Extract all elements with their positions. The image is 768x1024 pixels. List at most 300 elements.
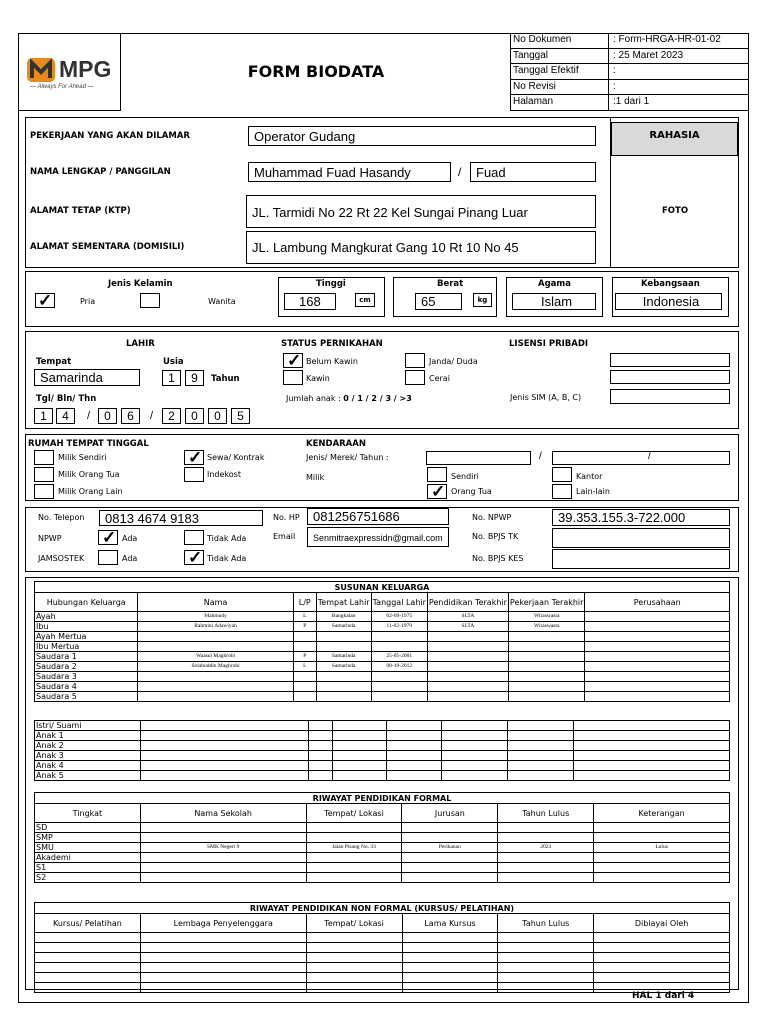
male-checkbox[interactable]: ✓ (35, 293, 55, 308)
table-cell (498, 973, 594, 983)
job-field[interactable]: Operator Gudang (248, 126, 596, 146)
bpjs-tk-label: No. BPJS TK (472, 532, 519, 541)
height-field[interactable]: 168 (284, 293, 336, 310)
table-cell: L (293, 662, 316, 672)
table-cell (140, 983, 306, 993)
table-cell: Kursus/ Pelatihan (35, 914, 141, 933)
table-cell (427, 652, 508, 662)
table-cell: Lembaga Penyelenggara (140, 914, 306, 933)
table-cell: Jalan Pisang No. 33 (306, 843, 402, 853)
table-cell (585, 692, 730, 702)
table-cell (585, 672, 730, 682)
table-cell (402, 853, 498, 863)
table-cell (498, 963, 594, 973)
name-separator: / (458, 165, 462, 179)
table-row[interactable] (35, 692, 730, 702)
table-cell: Ayah Mertua (35, 632, 138, 642)
table-cell: Hubungan Keluarga (35, 593, 138, 612)
table-cell: P (293, 622, 316, 632)
table-cell: Nama Sekolah (140, 804, 306, 823)
license-label: LISENSI PRIBADI (509, 339, 589, 349)
vehicle-field-2[interactable] (552, 451, 730, 465)
table-cell: Solahuddin Maghrobi (138, 662, 293, 672)
boarding-label: Indekost (207, 470, 241, 479)
table-cell: RIWAYAT PENDIDIKAN FORMAL (35, 793, 730, 804)
kg-unit: kg (473, 293, 492, 307)
table-title (35, 903, 730, 914)
table-cell (508, 761, 574, 771)
table-row[interactable] (35, 682, 730, 692)
table-cell (316, 692, 371, 702)
own-house-checkbox[interactable] (34, 450, 54, 465)
table-cell (574, 751, 730, 761)
table-cell: Anak 4 (35, 761, 141, 771)
birth-label: LAHIR (126, 339, 155, 349)
table-cell (574, 771, 730, 781)
jamsostek-yes-checkbox[interactable] (98, 550, 118, 565)
nationality-label: Kebangsaan (641, 279, 700, 289)
table-cell (306, 873, 402, 883)
meta-row (510, 95, 749, 111)
table-cell: Dibiayai Oleh (594, 914, 730, 933)
ownership-label: Milik (306, 473, 325, 482)
npwp-none-label: Tidak Ada (207, 534, 247, 543)
rent-checkbox[interactable]: ✓ (184, 450, 204, 465)
table-cell (402, 833, 498, 843)
single-checkbox[interactable]: ✓ (283, 353, 303, 368)
table-cell (140, 721, 308, 731)
table-cell (306, 833, 402, 843)
table-cell: Waasul Maghrobi (138, 652, 293, 662)
table-cell: Nama (138, 593, 293, 612)
mpg-logo-icon (26, 57, 56, 83)
vehicle-own-label: Sendiri (451, 472, 479, 481)
table-cell (332, 771, 386, 781)
table-cell (508, 771, 574, 781)
boarding-checkbox[interactable] (184, 467, 204, 482)
table-cell (594, 933, 730, 943)
table-row[interactable] (35, 642, 730, 652)
table-cell (427, 692, 508, 702)
table-cell (308, 751, 332, 761)
table-cell: Lama Kursus (402, 914, 498, 933)
meta-key: No Dokumen (513, 33, 609, 48)
table-cell (332, 741, 386, 751)
npwp-label: NPWP (38, 534, 62, 543)
secret-label: RAHASIA (611, 122, 738, 156)
table-cell (508, 751, 574, 761)
table-row[interactable] (35, 983, 730, 993)
full-name-field[interactable]: Muhammad Fuad Hasandy (248, 162, 451, 182)
table-row[interactable] (35, 652, 730, 662)
table-cell: Saudara 3 (35, 672, 138, 682)
table-cell (585, 632, 730, 642)
year-digit-3[interactable]: 0 (208, 408, 227, 424)
table-cell (371, 632, 427, 642)
table-row[interactable] (35, 731, 730, 741)
table-cell: Ibu Mertua (35, 642, 138, 652)
table-title (35, 793, 730, 804)
table-cell: S2 (35, 873, 141, 883)
form-title: FORM BIODATA (247, 62, 385, 81)
email-field[interactable]: Senmitraexpressidn@gmail.com (307, 527, 449, 547)
table-cell (332, 731, 386, 741)
table-cell (138, 632, 293, 642)
license-field-1[interactable] (610, 353, 730, 367)
table-cell (508, 692, 585, 702)
table-cell (316, 672, 371, 682)
table-cell (594, 823, 730, 833)
table-cell (386, 771, 442, 781)
license-field-2[interactable] (610, 370, 730, 384)
table-cell (308, 721, 332, 731)
ktp-address-label: ALAMAT TETAP (KTP) (30, 206, 131, 216)
table-cell (402, 973, 498, 983)
height-label: Tinggi (316, 279, 346, 289)
table-cell (594, 873, 730, 883)
meta-key: No Revisi (513, 80, 609, 95)
month-digit-1[interactable]: 0 (98, 408, 117, 424)
table-cell (585, 652, 730, 662)
table-cell (35, 933, 141, 943)
dob-label: Tgl/ Bln/ Thn (36, 394, 97, 404)
table-cell: SD (35, 823, 141, 833)
table-row[interactable] (35, 612, 730, 622)
table-cell: Tempat Lahir (316, 593, 371, 612)
table-cell: Lulus (594, 843, 730, 853)
table-cell (442, 761, 508, 771)
table-cell (306, 953, 402, 963)
license-field-3[interactable] (610, 389, 730, 404)
table-cell (138, 682, 293, 692)
table-cell (140, 761, 308, 771)
married-checkbox[interactable] (283, 370, 303, 385)
table-cell: Saudara 2 (35, 662, 138, 672)
table-cell (427, 642, 508, 652)
month-digit-2[interactable]: 6 (121, 408, 140, 424)
marital-label: STATUS PERNIKAHAN (281, 339, 383, 349)
email-label: Email (273, 532, 296, 541)
religion-field[interactable]: Islam (512, 293, 596, 310)
table-cell: Anak 3 (35, 751, 141, 761)
divorced-label: Cerai (429, 374, 450, 383)
table-row[interactable] (35, 761, 730, 771)
table-cell (308, 761, 332, 771)
table-cell (386, 761, 442, 771)
table-row[interactable] (35, 843, 730, 853)
table-cell (386, 721, 442, 731)
table-cell (140, 853, 306, 863)
day-digit-1[interactable]: 1 (34, 408, 53, 424)
table-cell (594, 963, 730, 973)
meta-row (510, 49, 749, 65)
table-cell (442, 741, 508, 751)
table-cell: 11-02-1979 (371, 622, 427, 632)
table-cell: Anak 2 (35, 741, 141, 751)
table-row[interactable] (35, 853, 730, 863)
npwp-yes-checkbox[interactable]: ✓ (98, 530, 118, 545)
table-header (35, 914, 730, 933)
table-cell (402, 983, 498, 993)
table-row[interactable] (35, 973, 730, 983)
table-cell (306, 963, 402, 973)
table-row[interactable] (35, 632, 730, 642)
npwp-no-label: No. NPWP (472, 513, 512, 522)
table-cell: RIWAYAT PENDIDIKAN NON FORMAL (KURSUS/ PELATIHAN) (35, 903, 730, 914)
widow-label: Janda/ Duda (429, 357, 478, 366)
table-cell: Samarinda (316, 662, 371, 672)
table-cell: Bangkalan (316, 612, 371, 622)
table-row[interactable] (35, 863, 730, 873)
table-row[interactable] (35, 823, 730, 833)
table-cell (508, 682, 585, 692)
table-cell (574, 741, 730, 751)
phone-label: No. Telepon (38, 513, 85, 522)
meta-value: : (613, 65, 616, 77)
table-cell (308, 731, 332, 741)
table-row[interactable] (35, 873, 730, 883)
others-house-label: Milik Orang Lain (58, 487, 123, 496)
day-digit-2[interactable]: 4 (56, 408, 75, 424)
table-cell: Perikanan (402, 843, 498, 853)
table-cell: Akademi (35, 853, 141, 863)
table-cell (585, 662, 730, 672)
hp-field[interactable]: 081256751686 (307, 508, 449, 525)
table-cell (402, 873, 498, 883)
female-label: Wanita (208, 297, 236, 306)
table-cell (306, 863, 402, 873)
vehicle-own-checkbox[interactable] (427, 467, 447, 482)
table-cell (293, 692, 316, 702)
page-number: HAL 1 dari 4 (632, 991, 695, 1001)
table-cell: L/P (293, 593, 316, 612)
table-cell (316, 632, 371, 642)
table-cell (35, 953, 141, 963)
table-cell (508, 672, 585, 682)
table-cell (585, 642, 730, 652)
table-row[interactable] (35, 953, 730, 963)
table-cell: Tahun Lulus (498, 804, 594, 823)
table-cell: 25-05-2001 (371, 652, 427, 662)
year-digit-1[interactable]: 2 (162, 408, 181, 424)
table-cell (585, 682, 730, 692)
table-cell: Wiraswasta (508, 622, 585, 632)
table-cell (498, 863, 594, 873)
age-digit-1[interactable]: 1 (162, 370, 181, 386)
table-cell: L (293, 612, 316, 622)
table-cell (35, 983, 141, 993)
table-cell (306, 933, 402, 943)
meta-value: : (613, 80, 616, 92)
table-cell (371, 672, 427, 682)
table-cell (140, 741, 308, 751)
table-cell (402, 953, 498, 963)
birthplace-field[interactable]: Samarinda (34, 369, 140, 386)
widow-checkbox[interactable] (405, 353, 425, 368)
parents-house-label: Milik Orang Tua (58, 470, 120, 479)
table-row[interactable] (35, 662, 730, 672)
table-row[interactable] (35, 833, 730, 843)
domicile-address-field[interactable]: JL. Lambung Mangkurat Gang 10 Rt 10 No 45 (246, 231, 596, 264)
table-cell: SMU (35, 843, 141, 853)
education-table (34, 792, 730, 883)
table-cell (585, 622, 730, 632)
female-checkbox[interactable] (140, 293, 160, 308)
table-cell (140, 973, 306, 983)
vehicle-other-label: Lain-lain (576, 487, 610, 496)
sim-type-label: Jenis SIM (A, B, C) (510, 393, 582, 402)
table-title (35, 582, 730, 593)
table-row[interactable] (35, 771, 730, 781)
table-cell (498, 833, 594, 843)
table-cell (140, 863, 306, 873)
table-cell (371, 692, 427, 702)
table-cell (498, 983, 594, 993)
table-cell (498, 823, 594, 833)
table-cell (306, 853, 402, 863)
gender-label: Jenis Kelamin (108, 279, 173, 289)
years-label: Tahun (211, 374, 240, 384)
meta-key: Tanggal Efektif (513, 64, 609, 79)
table-cell (316, 642, 371, 652)
table-cell (574, 731, 730, 741)
table-cell (138, 692, 293, 702)
table-cell (306, 823, 402, 833)
table-row[interactable] (35, 933, 730, 943)
jamsostek-no-checkbox[interactable]: ✓ (184, 550, 204, 565)
table-cell (386, 751, 442, 761)
weight-field[interactable]: 65 (415, 293, 462, 310)
table-cell (594, 833, 730, 843)
table-cell (402, 823, 498, 833)
table-cell: Tempat/ Lokasi (306, 804, 402, 823)
parents-house-checkbox[interactable] (34, 467, 54, 482)
table-cell: Anak 1 (35, 731, 141, 741)
hp-label: No. HP (273, 513, 300, 522)
npwp-no-checkbox[interactable] (184, 530, 204, 545)
year-digit-2[interactable]: 0 (185, 408, 204, 424)
logo-text: MPG (59, 56, 112, 82)
others-house-checkbox[interactable] (34, 484, 54, 499)
jamsostek-label: JAMSOSTEK (38, 554, 85, 563)
male-label: Pria (80, 297, 96, 306)
table-cell (427, 672, 508, 682)
table-cell: Saudara 4 (35, 682, 138, 692)
meta-key: Halaman (513, 95, 609, 110)
nationality-field[interactable]: Indonesia (615, 293, 722, 310)
table-cell: Tingkat (35, 804, 141, 823)
table-row[interactable] (35, 721, 730, 731)
table-cell: Perusahaan (585, 593, 730, 612)
phone-field[interactable]: 0813 4674 9183 (99, 510, 263, 526)
table-cell (594, 953, 730, 963)
table-cell: Tanggal Lahir (371, 593, 427, 612)
age-label: Usia (163, 357, 184, 367)
table-cell (293, 632, 316, 642)
table-cell: SUSUNAN KELUARGA (35, 582, 730, 593)
table-row[interactable] (35, 672, 730, 682)
meta-row (510, 33, 749, 49)
table-row[interactable] (35, 622, 730, 632)
nonformal-table (34, 902, 730, 993)
table-cell (508, 632, 585, 642)
table-row[interactable] (35, 751, 730, 761)
bpjs-kes-label: No. BPJS KES (472, 554, 524, 563)
table-cell (35, 963, 141, 973)
table-cell (442, 721, 508, 731)
table-cell: Rahmini Adawiyah (138, 622, 293, 632)
vehicle-label: KENDARAAN (306, 439, 366, 449)
nickname-field[interactable]: Fuad (470, 162, 596, 182)
religion-label: Agama (538, 279, 571, 289)
vehicle-field-1[interactable] (426, 451, 531, 465)
table-cell: Tahun Lulus (498, 914, 594, 933)
table-cell: Tempat/ Lokasi (306, 914, 402, 933)
table-cell (498, 943, 594, 953)
table-cell (594, 973, 730, 983)
table-cell (594, 943, 730, 953)
meta-value: : Form-HRGA-HR-01-02 (613, 34, 721, 45)
table-cell: Pendidikan Terakhir (427, 593, 508, 612)
npwp-no-field[interactable]: 39.353.155.3-722.000 (552, 509, 730, 526)
table-cell: Pekerjaan Terakhir (508, 593, 585, 612)
vehicle-slash-2: / (648, 451, 651, 462)
table-cell (316, 682, 371, 692)
spouse-children-table (34, 720, 730, 781)
year-digit-4[interactable]: 5 (231, 408, 250, 424)
table-cell (140, 963, 306, 973)
table-row[interactable] (35, 963, 730, 973)
table-cell: Samarinda (316, 652, 371, 662)
job-label: PEKERJAAN YANG AKAN DILAMAR (30, 131, 190, 141)
vehicle-office-checkbox[interactable] (552, 467, 572, 482)
age-digit-2[interactable]: 9 (185, 370, 204, 386)
ktp-address-field[interactable]: JL. Tarmidi No 22 Rt 22 Kel Sungai Pinang Luar (246, 195, 596, 228)
divorced-checkbox[interactable] (405, 370, 425, 385)
jamsostek-yes-label: Ada (122, 554, 138, 563)
cm-unit: cm (355, 293, 375, 307)
table-cell (386, 741, 442, 751)
children-count: Jumlah anak : 0 / 1 / 2 / 3 / >3 (286, 394, 412, 403)
housing-label: RUMAH TEMPAT TINGGAL (28, 439, 149, 449)
table-cell (308, 771, 332, 781)
table-cell: Keterangan (594, 804, 730, 823)
children-options[interactable]: 0 / 1 / 2 / 3 / >3 (343, 394, 412, 403)
table-row[interactable] (35, 943, 730, 953)
table-cell (442, 731, 508, 741)
single-label: Belum Kawin (306, 357, 358, 366)
table-cell: S1 (35, 863, 141, 873)
name-label: NAMA LENGKAP / PANGGILAN (30, 167, 171, 177)
table-cell (138, 642, 293, 652)
table-cell: 02-09-1975 (371, 612, 427, 622)
table-cell (402, 963, 498, 973)
bpjs-tk-field[interactable] (552, 528, 730, 548)
vehicle-parents-checkbox[interactable]: ✓ (427, 484, 447, 499)
vehicle-other-checkbox[interactable] (552, 484, 572, 499)
photo-label: FOTO (662, 206, 689, 216)
table-cell: Jurusan (402, 804, 498, 823)
birthplace-label: Tempat (36, 357, 72, 367)
table-cell: Saudara 1 (35, 652, 138, 662)
table-row[interactable] (35, 741, 730, 751)
table-cell (442, 771, 508, 781)
table-cell (306, 943, 402, 953)
table-cell (293, 642, 316, 652)
bpjs-kes-field[interactable] (552, 549, 730, 569)
table-cell: Istri/ Suami (35, 721, 141, 731)
table-header (35, 593, 730, 612)
